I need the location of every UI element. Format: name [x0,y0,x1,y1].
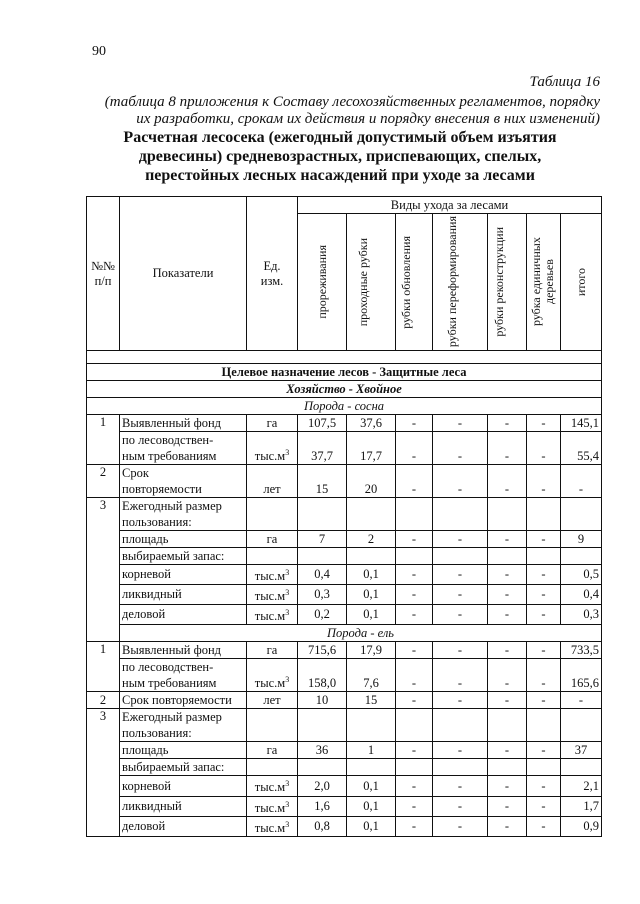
sosna-r2-v4: - [433,465,488,498]
el-r2-v5: - [488,692,527,709]
unit-sup: 3 [285,779,290,789]
el-r2-v1: 10 [298,692,347,709]
sosna-r1-tm-6: - [527,432,561,465]
unit-text: тыс.м [254,820,286,835]
sosna-r3-empty-2 [347,498,396,531]
el-r2-v4: - [433,692,488,709]
sosna-biz-2: 0,1 [347,605,396,625]
el-area-unit: га [247,742,298,759]
sosna-biz-6: - [527,605,561,625]
unit-text: тыс.м [254,676,286,691]
sosna-biz-5: - [488,605,527,625]
el-r3-empty-6 [527,709,561,742]
el-biz-1: 0,8 [298,816,347,836]
el-r1-num: 1 [87,642,120,692]
header-col-5-text: рубки реконструкции [492,227,506,337]
sosna-r2-num: 2 [87,465,120,498]
el-r1-ha-2: 17,9 [347,642,396,659]
el-r2-v3: - [396,692,433,709]
sosna-stock-e3 [396,548,433,565]
title-line-3: перестойных лесных насаждений при уходе за лесами [145,167,535,184]
el-biz-3: - [396,816,433,836]
el-stock-e3 [396,759,433,776]
sosna-liq-total: 0,4 [561,585,602,605]
unit-sup: 3 [285,799,290,809]
el-r3-empty-3 [396,709,433,742]
el-r1-ha-3: - [396,642,433,659]
species-sosna-row: Порода - сосна [87,398,602,415]
el-liq-6: - [527,796,561,816]
sosna-r3-empty-unit [247,498,298,531]
header-col-4-text: рубки переформирования [445,216,459,348]
el-liq-4: - [433,796,488,816]
header-col-2-text: проходные рубки [356,237,370,327]
header-num-text-2: п/п [94,273,112,288]
header-col-4 [433,214,488,351]
sosna-r2-v6: - [527,465,561,498]
sosna-r1-tm-total: 55,4 [561,432,602,465]
unit-text: тыс.м [254,589,286,604]
el-liq-3: - [396,796,433,816]
sosna-root-5: - [488,565,527,585]
el-liq-1: 1,6 [298,796,347,816]
sosna-biz-total: 0,3 [561,605,602,625]
el-r3-empty-4 [433,709,488,742]
page-number: 90 [92,44,106,59]
sosna-r1-label-c: ным требованиям [120,448,247,465]
sosna-area-unit: га [247,531,298,548]
el-r2-total: - [561,692,602,709]
el-r1-unit-ha: га [247,642,298,659]
el-root-5: - [488,776,527,796]
unit-text: тыс.м [254,800,286,815]
el-biz-total: 0,9 [561,816,602,836]
sosna-biz-unit [247,605,298,625]
sosna-r3-label-a: Ежегодный размер [120,498,247,515]
el-r3-label-a: Ежегодный размер [120,709,247,726]
el-r2-v2: 15 [347,692,396,709]
el-area-6: - [527,742,561,759]
el-root-2: 0,1 [347,776,396,796]
sosna-area-total: 9 [561,531,602,548]
unit-text: тыс.м [254,609,286,624]
title-line-1: Расчетная лесосека (ежегодный допустимый объем изъятия [123,129,557,146]
sosna-r1-num: 1 [87,415,120,465]
unit-sup: 3 [285,608,290,618]
el-liq-5: - [488,796,527,816]
unit-text: тыс.м [254,780,286,795]
sosna-r1-tm-3: - [396,432,433,465]
sosna-r1-ha-1: 107,5 [298,415,347,432]
sosna-r2-v5: - [488,465,527,498]
el-r1-tm-4: - [433,659,488,692]
el-r1-tm-2: 7,6 [347,659,396,692]
header-col-2 [347,214,396,351]
sosna-r3-num: 3 [87,498,120,642]
sosna-area-2: 2 [347,531,396,548]
sosna-r1-label-a: Выявленный фонд [120,415,247,432]
sosna-root-3: - [396,565,433,585]
el-root-total: 2,1 [561,776,602,796]
sosna-r2-v3: - [396,465,433,498]
el-stock-e4 [433,759,488,776]
el-area-2: 1 [347,742,396,759]
el-biz-label: деловой [120,816,247,836]
el-root-label: корневой [120,776,247,796]
sosna-r1-ha-4: - [433,415,488,432]
sosna-r2-label-a: Срок [120,465,247,482]
header-num [87,197,120,351]
table-label: Таблица 16 [529,74,600,90]
unit-text: тыс.м [254,449,286,463]
el-biz-6: - [527,816,561,836]
header-col-6-text: рубка единичных деревьев [528,237,556,327]
el-liq-unit [247,796,298,816]
el-r1-ha-5: - [488,642,527,659]
el-r1-unit-tm [247,659,298,692]
sosna-r3-empty-1 [298,498,347,531]
sosna-r3-empty-5 [488,498,527,531]
el-r1-tm-3: - [396,659,433,692]
header-col-7-text: итого [573,267,588,297]
el-area-3: - [396,742,433,759]
el-r1-tm-6: - [527,659,561,692]
el-r1-ha-4: - [433,642,488,659]
sosna-stock-e0 [247,548,298,565]
sosna-r2-label-b: повторяемости [120,481,247,498]
el-r1-tm-1: 158,0 [298,659,347,692]
el-area-1: 36 [298,742,347,759]
unit-text: тыс.м [254,569,286,584]
sosna-stock-e5 [488,548,527,565]
el-biz-unit [247,816,298,836]
sosna-liq-5: - [488,585,527,605]
el-root-3: - [396,776,433,796]
sosna-stock-e2 [347,548,396,565]
el-liq-total: 1,7 [561,796,602,816]
el-r1-ha-total: 733,5 [561,642,602,659]
sosna-liq-3: - [396,585,433,605]
el-biz-4: - [433,816,488,836]
sosna-liq-1: 0,3 [298,585,347,605]
sosna-root-total: 0,5 [561,565,602,585]
sosna-liq-2: 0,1 [347,585,396,605]
unit-sup: 3 [285,568,290,577]
el-stock-e5 [488,759,527,776]
el-biz-5: - [488,816,527,836]
sosna-root-unit [247,565,298,585]
header-col-3-text: рубки обновления [399,235,413,329]
sosna-stock-e4 [433,548,488,565]
subtitle-line-1: (таблица 8 приложения к Составу лесохозяйственных регламентов, порядку [104,94,600,110]
el-r1-label-a: Выявленный фонд [120,642,247,659]
sosna-r1-tm-4: - [433,432,488,465]
spacer-row [87,351,602,364]
el-biz-2: 0,1 [347,816,396,836]
el-r3-empty-1 [298,709,347,742]
sosna-r1-ha-2: 37,6 [347,415,396,432]
sosna-r3-label-b: пользования: [120,514,247,531]
sosna-area-6: - [527,531,561,548]
header-col-3 [396,214,433,351]
header-num-text: №№ [91,258,115,273]
el-liq-label: ликвидный [120,796,247,816]
sosna-r1-tm-2: 17,7 [347,432,396,465]
el-stock-e6 [527,759,561,776]
sosna-r1-ha-5: - [488,415,527,432]
title-line-2: древесины) средневозрастных, приспевающих, спелых, [138,148,542,165]
el-root-6: - [527,776,561,796]
subtitle-line-2: их разработки, срокам их действия и порядку внесения в них изменений) [136,111,600,127]
el-stock-label: выбираемый запас: [120,759,247,776]
sosna-stock-label: выбираемый запас: [120,548,247,565]
el-r2-unit: лет [247,692,298,709]
unit-sup: 3 [285,819,290,829]
sosna-liq-4: - [433,585,488,605]
el-r1-label-b: по лесоводствен- [120,659,247,676]
el-r3-empty-5 [488,709,527,742]
sosna-area-4: - [433,531,488,548]
sosna-r1-unit-tm [247,432,298,465]
sosna-r3-empty-3 [396,498,433,531]
el-r1-tm-5: - [488,659,527,692]
el-r1-label-c: ным требованиям [120,675,247,692]
sosna-r3-empty-4 [433,498,488,531]
sosna-r1-ha-3: - [396,415,433,432]
el-r2-num: 2 [87,692,120,709]
sosna-liq-label: ликвидный [120,585,247,605]
el-stock-e7 [561,759,602,776]
sosna-area-3: - [396,531,433,548]
sosna-biz-label: деловой [120,605,247,625]
sosna-r2-total: - [561,465,602,498]
sosna-biz-3: - [396,605,433,625]
el-r1-tm-total: 165,6 [561,659,602,692]
el-area-4: - [433,742,488,759]
header-col-6 [527,214,561,351]
sosna-r1-tm-1: 37,7 [298,432,347,465]
el-r3-empty-unit [247,709,298,742]
unit-sup: 3 [285,447,290,457]
el-stock-e0 [247,759,298,776]
sosna-root-label: корневой [120,565,247,585]
el-r3-label-b: пользования: [120,725,247,742]
el-stock-e1 [298,759,347,776]
sosna-root-2: 0,1 [347,565,396,585]
sosna-r2-unit: лет [247,465,298,498]
header-col-7 [561,214,602,351]
sosna-r1-unit-ha: га [247,415,298,432]
header-unit-text: Ед. [263,258,281,273]
el-liq-2: 0,1 [347,796,396,816]
sosna-area-label: площадь [120,531,247,548]
el-root-1: 2,0 [298,776,347,796]
sosna-r1-label-b: по лесоводствен- [120,432,247,449]
el-root-4: - [433,776,488,796]
el-r1-ha-6: - [527,642,561,659]
sosna-liq-6: - [527,585,561,605]
el-area-total: 37 [561,742,602,759]
el-r2-v6: - [527,692,561,709]
header-group: Виды ухода за лесами [298,197,602,214]
sosna-stock-e6 [527,548,561,565]
sosna-r3-empty-6 [527,498,561,531]
unit-sup: 3 [285,675,290,685]
purpose-row: Целевое назначение лесов - Защитные леса [87,364,602,381]
header-indicator: Показатели [120,197,247,351]
economy-row: Хозяйство - Хвойное [87,381,602,398]
el-area-5: - [488,742,527,759]
sosna-root-6: - [527,565,561,585]
sosna-r2-v1: 15 [298,465,347,498]
unit-sup: 3 [285,588,290,598]
sosna-root-4: - [433,565,488,585]
el-r3-num: 3 [87,709,120,836]
el-area-label: площадь [120,742,247,759]
el-r3-empty-7 [561,709,602,742]
el-r2-label: Срок повторяемости [120,692,247,709]
sosna-r1-ha-total: 145,1 [561,415,602,432]
header-unit-text-2: изм. [260,273,284,288]
sosna-r3-empty-7 [561,498,602,531]
el-r1-ha-1: 715,6 [298,642,347,659]
sosna-stock-e1 [298,548,347,565]
el-root-unit [247,776,298,796]
sosna-r2-v2: 20 [347,465,396,498]
sosna-stock-e7 [561,548,602,565]
header-unit [247,197,298,351]
el-r3-empty-2 [347,709,396,742]
allowable-cut-table [86,196,602,837]
sosna-area-5: - [488,531,527,548]
header-col-1 [298,214,347,351]
el-stock-e2 [347,759,396,776]
sosna-area-1: 7 [298,531,347,548]
header-col-1-text: прореживания [314,245,329,319]
sosna-biz-1: 0,2 [298,605,347,625]
sosna-biz-4: - [433,605,488,625]
sosna-root-1: 0,4 [298,565,347,585]
sosna-r1-ha-6: - [527,415,561,432]
species-el-row: Порода - ель [120,625,602,642]
sosna-r1-tm-5: - [488,432,527,465]
header-col-5 [488,214,527,351]
sosna-liq-unit [247,585,298,605]
